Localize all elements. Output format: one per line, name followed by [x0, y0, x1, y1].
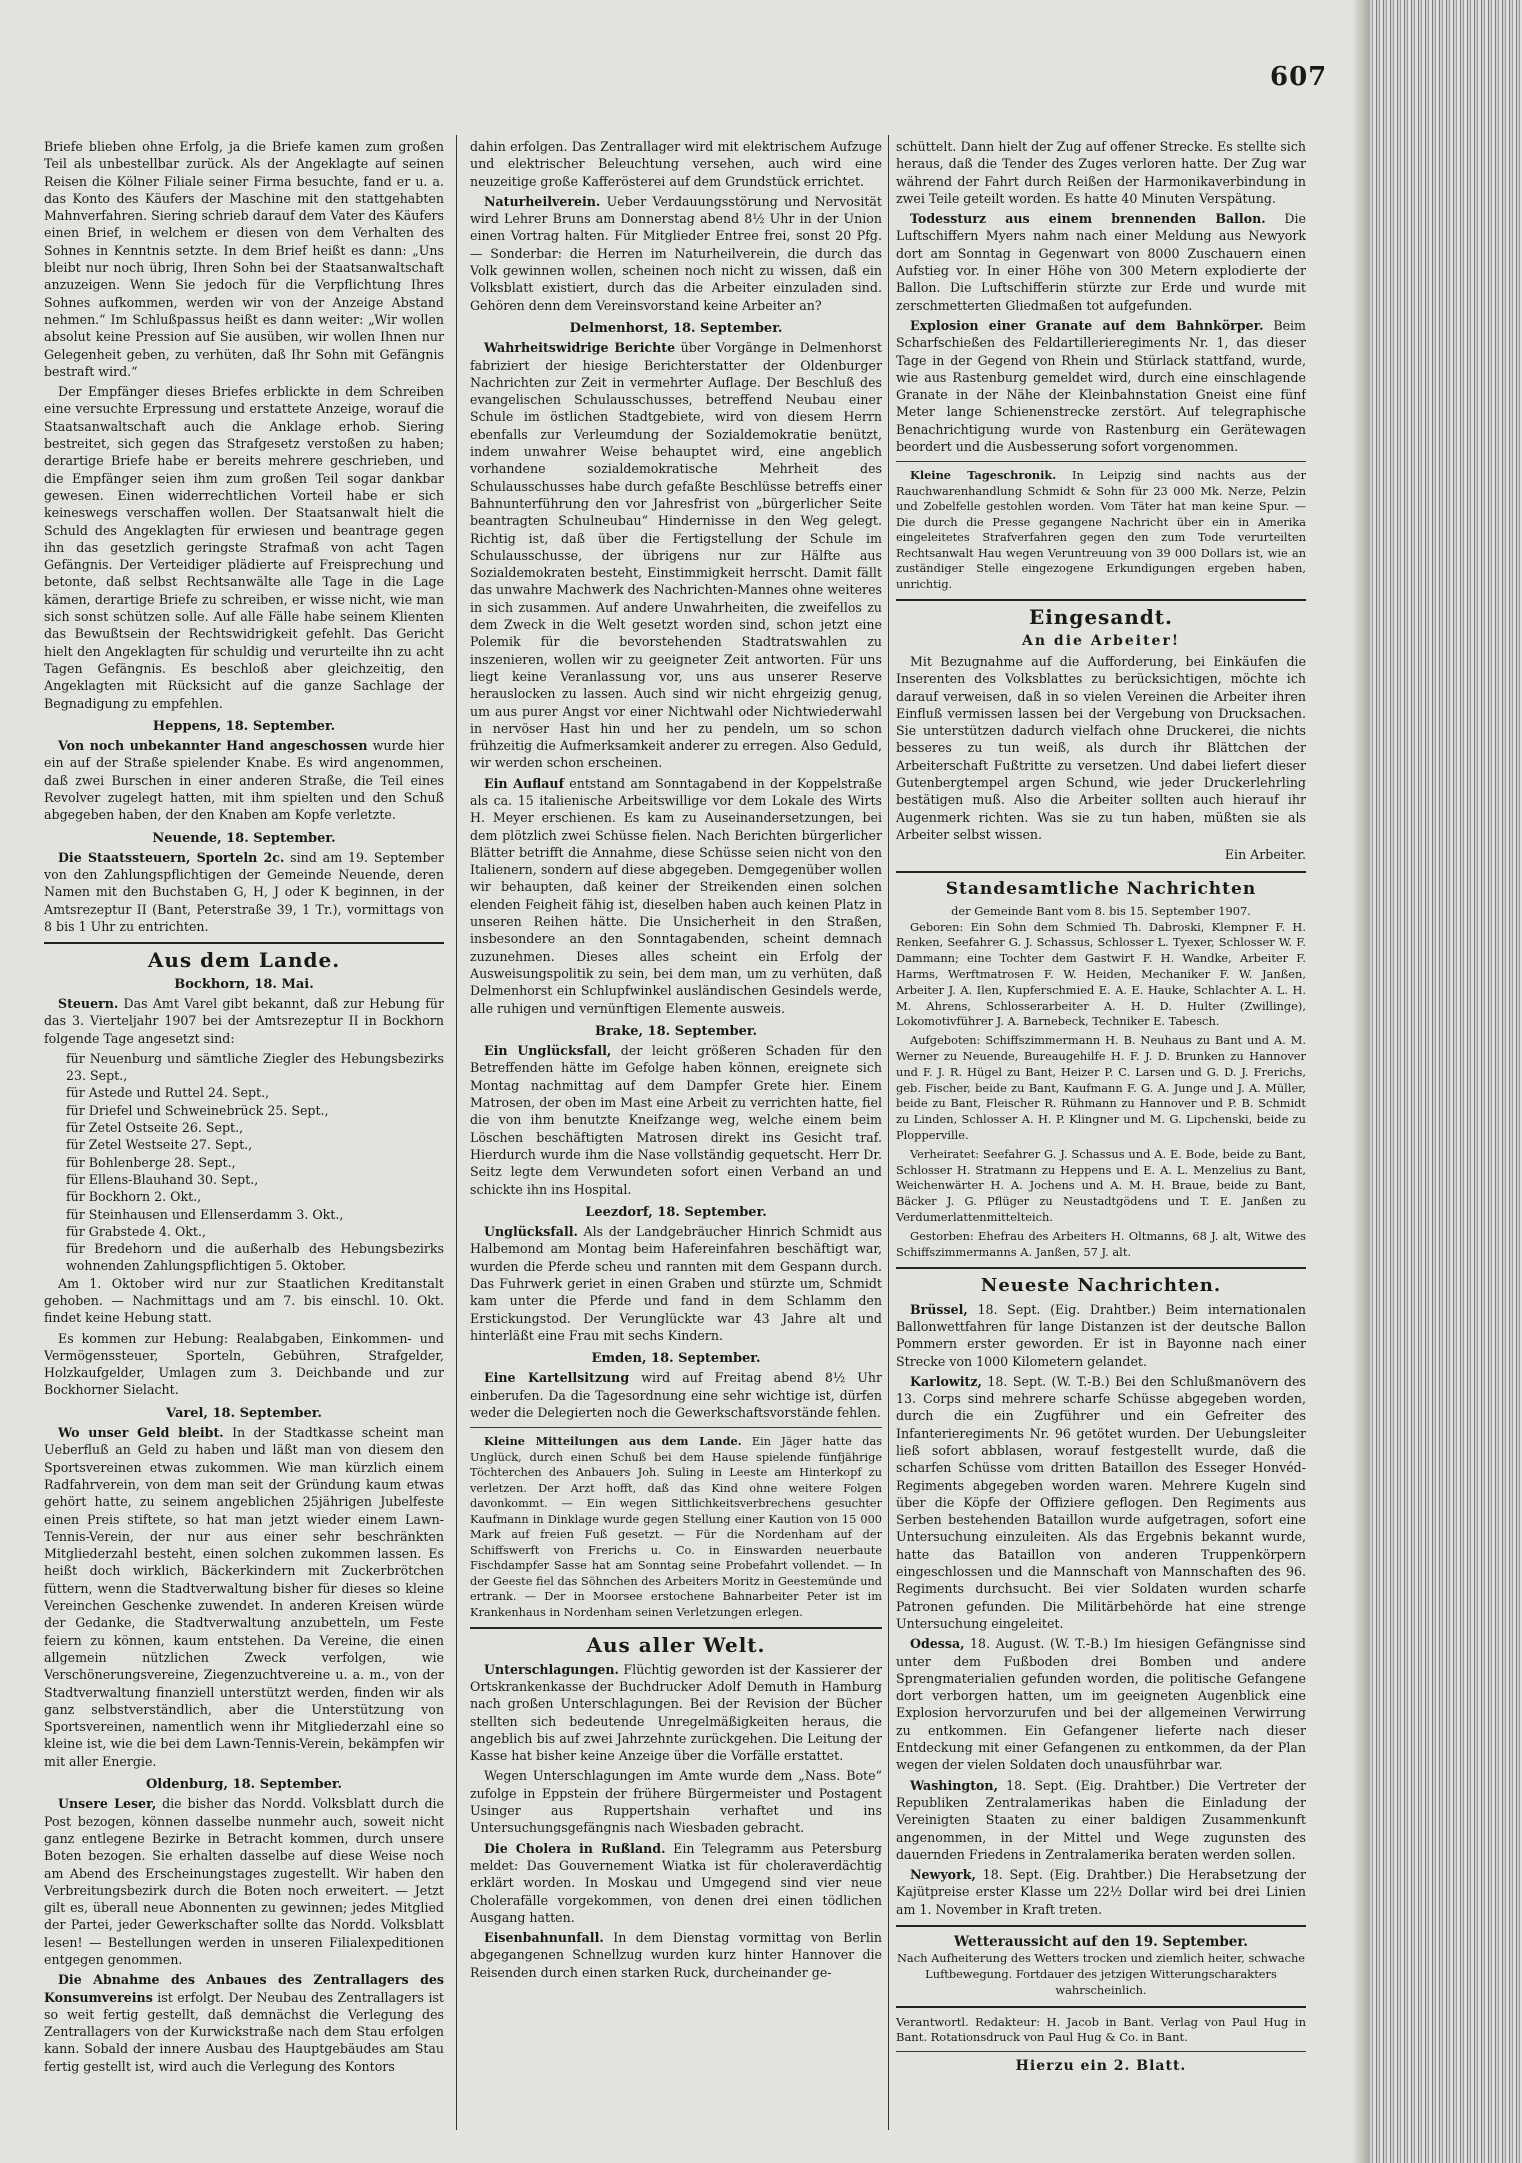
section-heading-standesamt: Standesamtliche Nachrichten	[945, 878, 1257, 899]
column-divider	[456, 135, 457, 2130]
article-eingesandt: Mit Bezugnahme auf die Aufforderung, bei Einkäufen die Inserenten des Volksblattes zu berücksichtigen, möchte ich darauf verweisen, daß in so vielen Vereinen die Arbeiter ihren Einfluß vermissen lassen bei der Vergebung von Drucksachen. Sie unterstützen dadurch vielfach ohne Druckerei, die nichts besseres zu tun weiß, als durch ihr Blättchen der Arbeiterschaft Fußtritte zu versetzen. Und dabei liefert dieser Gutenbergtempel argen Schund, wie jeder Druckerlehrling bestätigen muß. Also die Arbeiter sollten auch hierauf ihr Augenmerk richten. Was sie zu tun haben, müßten sie als Arbeiter selbst wissen.	[896, 653, 1306, 842]
section-heading-welt: Aus aller Welt.	[586, 1633, 766, 1658]
article-text: 18. Sept. (Eig. Drahtber.) Beim internationalen Ballonwettfahren für lange Distanzen ist der deutsche Ballon Pommern erster geworden. Er ist in Bayonne nach einer Strecke von 1000 Kilometern gelandet.	[896, 1301, 1306, 1369]
article-heppens	[44, 737, 444, 823]
article-text: 18. August. (W. T.-B.) Im hiesigen Gefängnisse sind unter dem Fußboden drei Bomben und andere Sprengmaterialien gefunden worden, die politische Gefangene dort verborgen hatten, um im geeigneten Augenblick eine Explosion hervorzurufen und bei der allgemeinen Verwirrung zu entkommen. Ein Gefangener lieferte nach dieser Entdeckung mit einer Gefangenen zu entkommen, da der Plan wegen der vielen Soldaten doch unausführbar war.	[896, 1636, 1306, 1773]
article-continuation: schüttelt. Dann hielt der Zug auf offener Strecke. Es stellte sich heraus, daß die Tender des Zuges verloren hatte. Der Zug war während der Fahrt durch Reißen der Harmonikaverbindung in zwei Teile geteilt worden. Es hatte 40 Minuten Verspätung.	[896, 139, 1306, 206]
article-text: wurde hier ein auf der Straße spielender Knabe. Es wird angenommen, daß zwei Burschen in einer anderen Straße, die Teil eines Revolver zugelegt hatten, mit ihm spielten und den Schuß abgegeben haben, der den Knaben am Kopfe verletzte.	[44, 738, 444, 823]
weather-text: Nach Aufheiterung des Wetters trocken und ziemlich heiter, schwache Luftbewegung. Fortdauer des jetzigen Witterungscharakters wahrscheinlich.	[896, 1951, 1306, 1997]
dateline-varel: Varel, 18. September.	[166, 1405, 322, 1421]
section-rule	[44, 942, 444, 944]
article-text: 18. Sept. (Eig. Drahtber.) Die Vertreter der Republiken Zentralamerikas haben die Einladung der Vereinigten Staaten zu einer baldigen Zusammenkunft angenommen, in der Mittel und Wege zugunsten des dauernden Friedens in Zentralamerika beraten werden sollen.	[896, 1777, 1306, 1862]
article-lead: Ein Auflauf	[484, 775, 565, 791]
list-item: für Zetel Ostseite 26. Sept.,	[66, 1120, 244, 1136]
article-text: Das Amt Varel gibt bekannt, daß zur Hebung für das 3. Vierteljahr 1907 bei der Amtsrezeptur II in Bockhorn folgende Tage angesetzt sind:	[44, 995, 444, 1046]
dateline-emden: Emden, 18. September.	[591, 1351, 761, 1367]
article-emden	[470, 1369, 882, 1421]
section-heading-eingesandt: Eingesandt.	[1028, 605, 1174, 630]
article-lead: Kleine Mitteilungen aus dem Lande.	[484, 1434, 742, 1449]
article-lead: Kleine Tageschronik.	[910, 468, 1057, 483]
article-text: Als der Landgebräucher Hinrich Schmidt aus Halbemond am Montag beim Hafereinfahren beschäftigt war, wurden die Pferde scheu und rannten mit dem Gespann durch. Das Fuhrwerk geriet in einen Graben und stürzte um, Schmidt kam unter die Pferde und fand in dem Schlamm den Erstickungstod. Der Verunglückte war 43 Jahre alt und hinterläßt eine Frau mit sechs Kindern.	[470, 1224, 882, 1343]
article-lead: Odessa,	[910, 1636, 965, 1652]
section-rule	[896, 2006, 1306, 2008]
news-newyork	[896, 1866, 1306, 1918]
article-text: über Vorgänge in Delmenhorst fabriziert der hiesige Berichterstatter der Oldenburger Nachrichten zur Zeit in vermehrter Auflage. Der Beschluß des evangelischen Schulausschusses, betreffend Neubau einer Schule im östlichen Stadtgebiete, wird von diesem Herrn ebenfalls zur Verleumdung der Sozialdemokratie benützt, indem unwahrer Weise behauptet wird, eine angeblich vorhandene sozialdemokratische Mehrheit des Schulausschusses habe durch gefaßte Beschlüsse betreffs einer Bahnunterführung den vor Jahresfrist von „bürgerlicher Seite beantragten Schulneubau“ Hindernisse in den Weg gelegt. Richtig ist, daß über die Fertigstellung der Schule im Schulausschusse, der übrigens nur zur Hälfte aus Sozialdemokraten besteht, Einstimmigkeit herrscht. Damit fällt das unwahre Machwerk des Nachrichten-Mannes ohne weiteres in sich zusammen. Auf andere Unwahrheiten, die zweifellos zu dem Zweck in die Welt gesetzt worden sind, schon jetzt eine Polemik für die bevorstehenden Stadtratswahlen zu inszenieren, wollen wir zu geeigneter Zeit antworten. Für uns liegt keine Veranlassung vor, uns aus unserer Reserve herauslocken zu lassen. Auch sind wir nicht ehrgeizig genug, um aus purer Angst vor einer Nichtwahl oder Nichtwiederwahl in nervöser Hast hin und her zu pendeln, um so schon frühzeitig die Aufmerksamkeit anderer zu erregen. Also Geduld, wir werden schon erscheinen.	[470, 340, 882, 771]
article-delmenhorst	[470, 339, 882, 771]
article-text: der leicht größeren Schaden für den Betreffenden hätte im Gefolge haben können, ereignete sich Montag nachmittag auf dem Dampfer Grete hier. Einem Matrosen, der oben im Mast eine Arbeit zu verrichten hatte, fiel die von ihm benutzte Kneifzange weg, welche einem beim Löschen beschäftigten Matrosen direkt ins Gesicht traf. Hierdurch wurde ihm die Nase vollständig gequetscht. Herr Dr. Seitz legte dem Verwundeten sofort einen Verband an und schickte ihn ins Hospital.	[470, 1043, 882, 1197]
standesamt-subheading: der Gemeinde Bant vom 8. bis 15. September 1907.	[951, 903, 1251, 918]
list-item: für Bockhorn 2. Okt.,	[66, 1189, 202, 1205]
article-text: Ein Telegramm aus Petersburg meldet: Das Gouvernement Wiatka ist für choleraverdächtig erklärt worden. In Moskau und Umgegend sind vier neue Cholerafälle vorgekommen, von denen drei einen tödlichen Ausgang hatten.	[470, 1840, 882, 1925]
article-lead: Eine Kartellsitzung	[484, 1370, 630, 1386]
eingesandt-signature: Ein Arbeiter.	[1224, 847, 1306, 863]
article-ballon	[896, 210, 1306, 314]
article-auflauf	[470, 775, 882, 1017]
article-text: In dem Dienstag vormittag von Berlin abgegangenen Schnellzug wurden kurz hinter Hannover die Reisenden durch einen starken Ruck, durcheinander ge-	[470, 1930, 882, 1980]
article-lead: Todessturz aus einem brennenden Ballon.	[910, 211, 1266, 227]
article-text: 18. Sept. (Eig. Drahtber.) Die Herabsetzung der Kajütpreise erster Klasse um 22½ Dollar wird bei drei Linien am 1. November in Kraft treten.	[896, 1867, 1306, 1917]
article-kleine-mitteilungen	[470, 1434, 882, 1620]
article-lead: Unglücksfall.	[484, 1224, 578, 1240]
article-lead: Newyork,	[910, 1867, 976, 1883]
article-varel	[44, 1424, 444, 1770]
section-heading-neueste: Neueste Nachrichten.	[980, 1275, 1222, 1297]
article-text: Flüchtig geworden ist der Kassierer der Ortskrankenkasse der Buchdrucker Adolf Demuth in Hamburg nach großen Unterschlagungen. Bei der Revision der Bücher stellten sich bedeutende Unregelmäßigkeiten heraus, die angeblich bis auf zwei Jahrzehnte zurückgehen. Die Leitung der Kasse hat bisher keine Anzeige über die Vorfälle erstattet.	[470, 1661, 882, 1764]
article-brake	[470, 1042, 882, 1198]
column-divider	[888, 135, 889, 2130]
article-lead: Unsere Leser,	[58, 1796, 157, 1812]
list-item: für Driefel und Schweinebrück 25. Sept.,	[66, 1102, 329, 1118]
standesamt-verheiratet: Verheiratet: Seefahrer G. J. Schassus und A. E. Bode, beide zu Bant, Schlosser H. Stratmann zu Heppens und E. A. L. Menzelius zu Bant, Weichenwärter H. A. Jochens und A. M. H. Braue, beide zu Bant, Bäcker J. G. Pflüger zu Neustadtgödens und T. E. Janßen zu Verdumerlattenmittelteich.	[896, 1146, 1306, 1224]
list-item: für Grabstede 4. Okt.,	[66, 1223, 206, 1239]
dateline-bockhorn: Bockhorn, 18. Mai.	[174, 976, 314, 992]
list-item: für Neuenburg und sämtliche Ziegler des Hebungsbezirks 23. Sept.,	[66, 1050, 444, 1084]
list-item: für Steinhausen und Ellenserdamm 3. Okt.,	[66, 1206, 344, 1222]
dateline-delmenhorst: Delmenhorst, 18. September.	[569, 320, 783, 336]
standesamt-geboren: Geboren: Ein Sohn dem Schmied Th. Dabroski, Klempner F. H. Renken, Seefahrer G. J. Schassus, Schlosser L. Tyexer, Schlosser W. F. Dammann; eine Tochter dem Gastwirt F. H. Wandke, Arbeiter F. Harms, Werftmatrosen F. W. Heiden, Mechaniker F. W. Janßen, Arbeiter J. A. Ilen, Kupferschmied E. A. E. Hauke, Schlachter A. L. H. M. Ahrens, Schlosserarbeiter A. H. D. Hulter (Zwillinge), Lokomotivführer J. A. Barnebeck, Techniker E. Tabesch.	[896, 919, 1306, 1029]
standesamt-gestorben: Gestorben: Ehefrau des Arbeiters H. Oltmanns, 68 J. alt, Witwe des Schiffszimmermanns A. Janßen, 57 J. alt.	[896, 1228, 1306, 1259]
article-bockhorn	[44, 995, 444, 1047]
article-lead: Wo unser Geld bleibt.	[58, 1425, 224, 1441]
article-lead: Naturheilverein.	[484, 193, 601, 209]
article-paragraph: Wegen Unterschlagungen im Amte wurde dem „Nass. Bote“ zufolge in Eppstein der frühere Bürgermeister und Postagent Usinger aus Ruppertshain verhaftet und ins Untersuchungsgefängnis nach Wiesbaden gebracht.	[470, 1768, 882, 1836]
article-naturheilverein	[470, 193, 882, 314]
section-rule	[896, 1267, 1306, 1269]
article-text: 18. Sept. (W. T.-B.) Bei den Schlußmanövern des 13. Corps sind mehrere scharfe Schüsse abgegeben worden, durch die ein Zugführer und ein Gefreiter des Infanterieregiments Nr. 96 getötet wurden. Der Uebungsleiter ließ sofort abblasen, worauf festgestellt wurde, daß die scharfen Schüsse vom dritten Bataillon des Esseger Honvéd-Regiments abgegeben worden waren. Mehrere Kugeln sind über die Köpfe der Offiziere geflogen. Den Regiments aus Serben bestehenden Bataillon wurde aufgetragen, sofort eine Untersuchung einzuleiten. Als das Ergebnis bekannt wurde, hatte das Bataillon von anderen Truppenkörpern eingeschlossen und die Mannschaft von Mannschaften des 96. Regiments durchsucht. Bei vier Soldaten wurden scharfe Patronen gefunden. Die Militärbehörde hat eine strenge Untersuchung eingeleitet.	[896, 1373, 1306, 1631]
dateline-heppens: Heppens, 18. September.	[152, 718, 336, 734]
article-lead: Eisenbahnunfall.	[484, 1930, 604, 1946]
article-paragraph: Der Empfänger dieses Briefes erblickte in dem Schreiben eine versuchte Erpressung und erstattete Anzeige, worauf die Staatsanwaltschaft auch die Anklage erhob. Siering bestreitet, sich gegen das Strafgesetz verstoßen zu haben; derartige Briefe habe er bereits mehrere geschrieben, und die Empfänger seien ihm zum großen Teil sogar dankbar gewesen. Einen widerrechtlichen Vorteil habe er sich keineswegs verschaffen wollen. Der Staatsanwalt hielt die Schuld des Angeklagten für erwiesen und beantrage gegen ihn das gesetzlich geringste Strafmaß von acht Tagen Gefängnis. Der Verteidiger plädierte auf Freisprechung und betonte, daß selbst Rechtsanwälte alle Tage in die Lage kämen, derartige Briefe zu schreiben, er wisse nicht, wie man sich sonst schützen solle. Auf alle Fälle habe seinem Klienten das Bewußtsein der Rechtswidrigkeit gefehlt. Das Gericht hielt den Angeklagten für schuldig und verurteilte ihn zu acht Tagen Gefängnis. Es beschloß aber gleichzeitig, den Angeklagten mit Rücksicht auf die ganze Sachlage der Begnadigung zu empfehlen.	[44, 384, 444, 711]
article-lead: Explosion einer Granate auf dem Bahnkörper.	[910, 317, 1264, 333]
page-number: 607	[1270, 62, 1328, 92]
section-rule	[470, 1627, 882, 1629]
article-text: wird auf Freitag abend 8½ Uhr einberufen. Da die Tagesordnung eine sehr wichtige ist, dürfen weder die Delegierten noch die Gewerkschaftsvorstände fehlen.	[470, 1370, 882, 1421]
section-rule	[896, 599, 1306, 601]
section-rule	[896, 871, 1306, 873]
section-heading-lande: Aus dem Lande.	[147, 948, 341, 973]
dateline-leesdorf: Leezdorf, 18. September.	[585, 1204, 767, 1220]
article-text: In Leipzig sind nachts aus der Rauchwarenhandlung Schmidt & Sohn für 23 000 Mk. Nerze, Pelzin und Zobelfelle gestohlen worden. Vom Täter hat man keine Spur. — Die durch die Presse gegangene Nachricht über ein in Amerika eingeleitetes Strafverfahren gegen den zum Tode verurteilten Rechtsanwalt Hau wegen Veruntreuung von 39 000 Dollars ist, wie an zuständiger Stelle eingezogene Erkundigungen ergeben haben, unrichtig.	[896, 469, 1306, 591]
article-leesdorf	[470, 1223, 882, 1344]
article-eisenbahnunfall	[470, 1929, 882, 1981]
article-text: entstand am Sonntagabend in der Koppelstraße als ca. 15 italienische Arbeitswillige vor dem Lokale des Wirts H. Meyer erschienen. Es kam zu Auseinandersetzungen, bei dem plötzlich zwei Schüsse fielen. Nach Berichten bürgerlicher Blätter betrifft die Annahme, diese Schüsse seien nicht von den Italienern, sondern auf diese abgegeben. Demgegenüber wollen wir behaupten, daß keiner der Streikenden einen solchen elenden Feigheit fähig ist, dieselben haben auch keinen Platz in unseren Reihen hätte. Die Unsicherheit in den Straßen, insbesondere an den Sonntagabenden, scheint demnach zuzunehmen. Dieses alles scheint ein Erfolg der Ausweisungspolitik zu sein, bei dem man, um zu verhüten, daß Delmenhorst ein Schlupfwinkel ausländischen Gesindels werde, alle ruhigen und vernünftigen Elemente ausweis.	[470, 775, 882, 1016]
column-3	[896, 138, 1306, 2128]
list-item: für Ellens-Blauhand 30. Sept.,	[66, 1171, 259, 1187]
news-washington	[896, 1777, 1306, 1863]
article-text: die bisher das Nordd. Volksblatt durch die Post bezogen, können dasselbe nunmehr auch, soweit nicht ganz entlegene Bezirke in Betracht kommen, durch unsere Boten bezogen. Sie erhalten dasselbe auf diese Weise noch am Abend des Erscheinungstages zugestellt. Wir haben den Verbreitungsbezirk durch die Boten noch erweitert. — Jetzt gilt es, überall neue Abonnenten zu gewinnen; jedes Mitglied der Partei, jeder Gewerkschafter sollte das Nordd. Volksblatt lesen! — Bestellungen werden in unseren Filialexpeditionen entgegen genommen.	[44, 1796, 444, 1967]
eingesandt-subheading: An die Arbeiter!	[1022, 632, 1180, 649]
article-granate	[896, 317, 1306, 455]
article-continuation: dahin erfolgen. Das Zentrallager wird mit elektrischem Aufzuge und elektrischer Beleuchtung versehen, auch wird eine neuzeitige große Kafferösterei auf dem Grundstück errichtet.	[470, 139, 882, 189]
article-lead: Die Staatssteuern, Sporteln 2c.	[58, 849, 285, 865]
column-1	[44, 138, 444, 2128]
article-lead: Wahrheitswidrige Berichte	[484, 340, 676, 356]
article-text: sind am 19. September von den Zahlungspflichtigen der Gemeinde Neuende, deren Namen mit den Buchstaben G, H, J oder K beginnen, in der Amtsrezeptur II (Bant, Peterstraße 39, 1 Tr.), vormittags von 8 bis 1 Uhr zu entrichten.	[44, 849, 444, 935]
article-text: Die Luftschiffern Myers nahm nach einer Meldung aus Newyork dort am Sonntag in Gegenwart von 8000 Zuschauern einen Aufstieg vor. In einer Höhe von 300 Metern explodierte der Ballon. Die Luftschifferin stürzte zur Erde und wurde mit zerschmetterten Gliedmaßen tot aufgefunden.	[896, 211, 1306, 313]
news-karlowitz	[896, 1373, 1306, 1632]
article-paragraph: Am 1. Oktober wird nur zur Staatlichen Kreditanstalt gehoben. — Nachmittags und am 7. bis einschl. 10. Okt. findet keine Hebung statt.	[44, 1275, 444, 1326]
article-tageschronik	[896, 468, 1306, 592]
article-text: Beim Scharfschießen des Feldartillerieregiments Nr. 1, das dieser Tage in der Gegend von Rhein und Stürlack stattfand, wurde, wie aus Rastenburg gemeldet wird, durch eine einschlagende Granate in der Nähe der Kleinbahnstation Gneist eine fünf Meter lange Schienenstrecke zerstört. Auf telegraphische Benachrichtigung wurde von Rastenburg ein Gerätewagen beordert und die Ausbesserung sofort vorgenommen.	[896, 317, 1306, 455]
divider	[896, 461, 1306, 462]
article-text: In der Stadtkasse scheint man Ueberfluß an Geld zu haben und läßt man von diesem den Sportsvereinen etwas zukommen. Wie man kürzlich einem Radfahrverein, von dem man seit der Gründung kaum etwas gehört hatte, zu seinem angeblichen 25jährigen Jubelfeste einen Preis stiftete, so hat man jetzt wieder einem Lawn-Tennis-Verein, der nur aus einer sehr beschränkten Mitgliederzahl besteht, einen solchen zukommen lassen. Es heißt doch wirklich, Bäckerkindern mit Zuckerbrötchen füttern, wenn die Stadtverwaltung bisher für dieses so kleine Vereinchen Geschenke zuwendet. In anderen Kreisen würde der Gedanke, die Stadtverwaltung anzubetteln, um Feste feiern zu können, kaum entstehen. Da Vereine, die einen allgemein nützlichen Zweck verfolgen, wie Verschönerungsvereine, Ziegenzuchtvereine u. a. m., von der Stadtverwaltung finanziell unterstützt werden, finden wir als ganz selbstverständlich, aber die Unterstützung von Sportsvereinen, namentlich wenn ihr Mitgliederzahl eine so kleine ist, wie die bei dem Lawn-Tennis-Verein, bekämpfen wir mit aller Energie.	[44, 1425, 444, 1769]
list-item: für Bredehorn und die außerhalb des Hebungsbezirks wohnenden Zahlungspflichtigen 5. Oktober.	[66, 1241, 444, 1274]
imprint: Verantwortl. Redakteur: H. Jacob in Bant. Verlag von Paul Hug in Bant. Rotationsdruck von Paul Hug & Co. in Bant.	[896, 2014, 1306, 2044]
book-spine	[1370, 0, 1522, 2163]
article-lead: Steuern.	[58, 995, 119, 1011]
article-text: Ueber Verdauungsstörung und Nervosität wird Lehrer Bruns am Donnerstag abend 8½ Uhr in der Union einen Vortrag halten. Für Mitglieder Entree frei, sonst 20 Pfg. — Sonderbar: die Herren im Naturheilverein, die durch das Volk gewinnen wollen, scheinen noch nicht zu wissen, daß ein Volksblatt existiert, durch das die Arbeiter einzuladen sind. Gehören denn dem Vereinsvorstand keine Arbeiter an?	[470, 193, 882, 313]
hebung-list	[44, 1050, 444, 1275]
article-lead: Die Abnahme des Anbaues des Zentrallagers des Konsumvereins	[44, 1972, 444, 2005]
article-neuende	[44, 849, 444, 935]
supplement-note: Hierzu ein 2. Blatt.	[1015, 2057, 1187, 2074]
divider	[470, 1427, 882, 1428]
weather-heading: Wetteraussicht auf den 19. September.	[954, 1934, 1248, 1951]
article-text: Ein Jäger hatte das Unglück, durch einen Schuß bei dem Hause spielende fünfjährige Töchterchen des Anbauers Joh. Suling in Leeste am Hinterkopf zu verletzen. Der Arzt hofft, daß das Kind ohne weitere Folgen davonkommt. — Ein wegen Sittlichkeitsverbrechens gesuchter Kaufmann in Dinklage wurde gegen Stellung einer Kaution von 15 000 Mark auf freien Fuß gesetzt. — Für die Nordenham auf der Schiffswerft von Frerichs u. Co. in Einswarden neuerbaute Fischdampfer Sasse hat am Sonntag seine Probefahrt vollendet. — In der Geeste fiel das Söhnchen des Arbeiters Moritz in Geestemünde und ertrank. — Der in Moorsee erstochene Bahnarbeiter Peter ist im Krankenhaus in Nordenham seinen Verletzungen erlegen.	[470, 1435, 882, 1619]
dateline-neuende: Neuende, 18. September.	[152, 830, 336, 846]
article-oldenburg	[44, 1795, 444, 1968]
divider	[896, 2051, 1306, 2052]
article-lead: Unterschlagungen.	[484, 1661, 619, 1677]
article-unterschlagungen	[470, 1661, 882, 1765]
article-lead: Brüssel,	[910, 1301, 968, 1317]
article-cholera	[470, 1840, 882, 1926]
article-lead: Ein Unglücksfall,	[484, 1043, 612, 1059]
article-paragraph: Es kommen zur Hebung: Realabgaben, Einkommen- und Vermögenssteuer, Sporteln, Gebühren, Strafgelder, Holzkaufgelder, Umlagen zum 3. Deichbande und zur Bockhorner Sielacht.	[44, 1330, 444, 1398]
dateline-oldenburg: Oldenburg, 18. September.	[145, 1777, 343, 1793]
article-lead: Die Cholera in Rußland.	[484, 1840, 666, 1856]
article-lead: Karlowitz,	[910, 1373, 982, 1389]
article-konsum	[44, 1971, 444, 2075]
list-item: für Astede und Ruttel 24. Sept.,	[66, 1085, 270, 1101]
article-text: ist erfolgt. Der Neubau des Zentrallagers ist so weit fertig gestellt, daß demnächst die Verlegung des Zentrallagers von der Kurwickstraße nach dem Stau erfolgen kann. Sobald der innere Ausbau des Hauptgebäudes am Stau fertig gestellt ist, wird auch die Verlegung des Kontors	[44, 1989, 444, 2074]
article-lead: Washington,	[910, 1777, 998, 1793]
standesamt-aufgeboten: Aufgeboten: Schiffszimmermann H. B. Neuhaus zu Bant und A. M. Werner zu Neuende, Bureaugehilfe H. F. J. D. Brunken zu Hannover und F. J. R. Hügel zu Bant, Heizer P. C. Larsen und G. D. J. Frerichs, geb. Fischer, beide zu Bant, Kaufmann F. G. A. Junge und J. A. Müller, beide zu Bant, Fleischer R. Rühmann zu Hannover und P. B. Schmidt zu Linden, Schlosser A. H. P. Klingner und M. G. Lipchenski, beide zu Plopperville.	[896, 1033, 1306, 1142]
article-continuation: Briefe blieben ohne Erfolg, ja die Briefe kamen zum großen Teil als unbestellbar zurück. Als der Angeklagte auf seinen Reisen die Kölner Filiale seiner Firma besuchte, fand er u. a. das Konto des Käufers der Maschine mit den stattgehabten Mahnverfahren. Siering schrieb darauf dem Vater des Käufers einen Brief, in welchem er diesen von dem Verhalten des Sohnes in Kenntnis setzte. In dem Brief heißt es dann: „Uns bleibt nur noch übrig, Ihren Sohn bei der Staatsanwaltschaft anzuzeigen. Wenn Sie jedoch für die Verpflichtung Ihres Sohnes aufkommen, werden wir von der Anzeige Abstand nehmen.“ Im Schlußpassus heißt es dann weiter: „Wir wollen absolut keine Pression auf Sie ausüben, wir wollen Ihnen nur Gelegenheit geben, zu verhüten, daß Ihr Sohn mit Gefängnis bestraft wird.“	[44, 139, 444, 379]
dateline-brake: Brake, 18. September.	[594, 1023, 758, 1039]
column-2	[470, 138, 882, 2128]
list-item: für Bohlenberge 28. Sept.,	[66, 1154, 236, 1170]
list-item: für Zetel Westseite 27. Sept.,	[66, 1137, 253, 1153]
section-rule	[896, 1925, 1306, 1927]
news-bruessel	[896, 1301, 1306, 1370]
article-lead: Von noch unbekannter Hand angeschossen	[58, 738, 368, 754]
news-odessa	[896, 1635, 1306, 1773]
